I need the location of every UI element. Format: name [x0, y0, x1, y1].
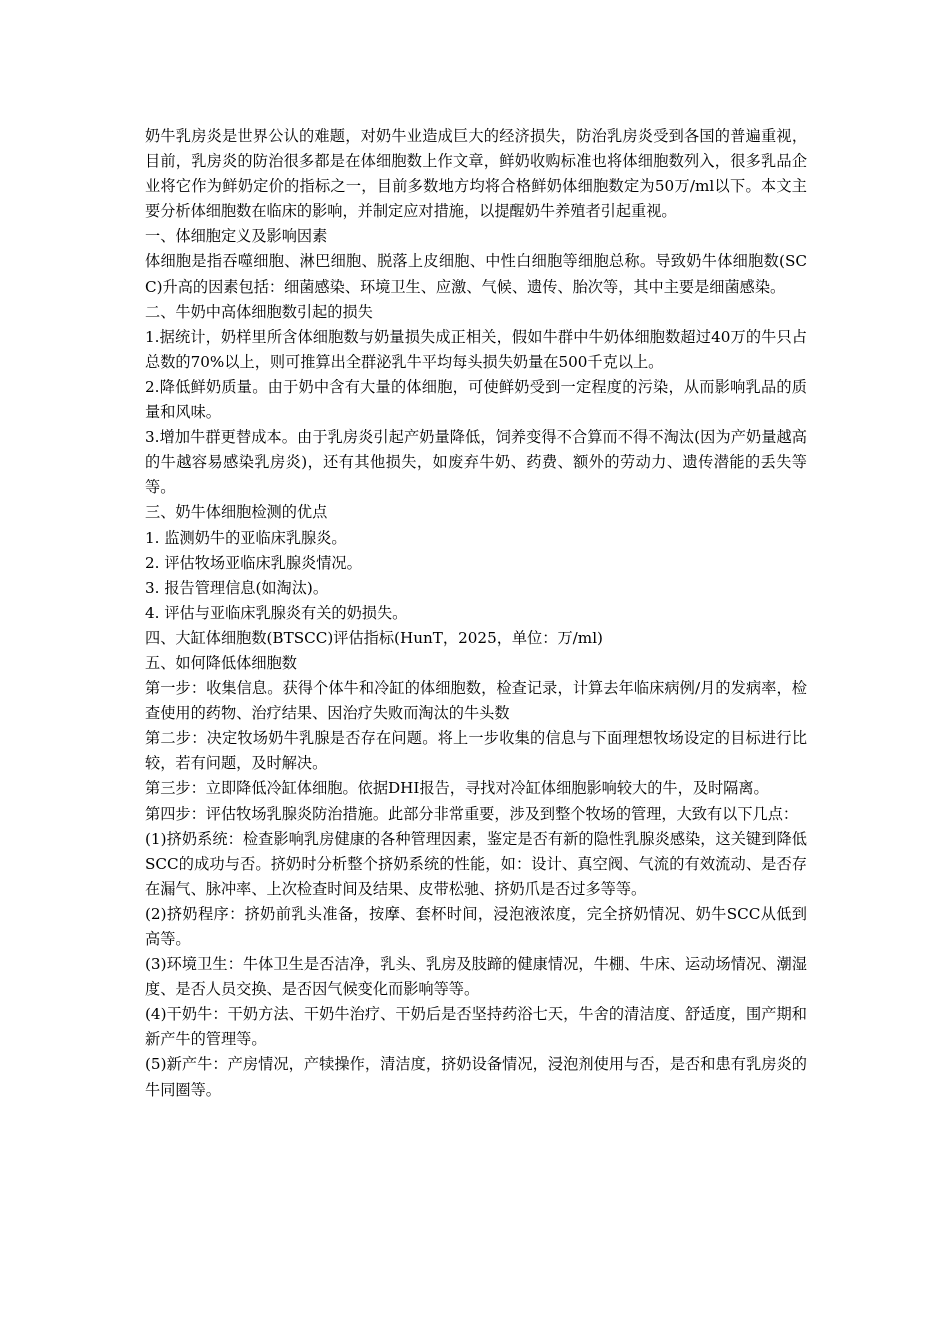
sub-item-paragraph: (1)挤奶系统：检查影响乳房健康的各种管理因素，鉴定是否有新的隐性乳腺炎感染，这关键到降低SCC的成功与否。挤奶时分析整个挤奶系统的性能，如：设计、真空阀、气流的有效流动、是否存在漏气、脉冲率、上次检查时间及结果、皮带松驰、挤奶爪是否过多等等。 — [145, 829, 807, 898]
list-item: 3. 报告管理信息(如淘汰)。 — [145, 578, 329, 597]
sub-item-paragraph: (4)干奶牛：干奶方法、干奶牛治疗、干奶后是否坚持药浴七天，牛舍的清洁度、舒适度，围产期和新产牛的管理等。 — [145, 1005, 807, 1049]
list-item: 1.据统计，奶样里所含体细胞数与奶量损失成正相关，假如牛群中牛奶体细胞数超过40万的牛只占总数的70%以上，则可推算出全群泌乳牛平均每头损失奶量在500千克以上。 — [145, 327, 807, 371]
document-body — [145, 124, 807, 1103]
list-item: 4. 评估与亚临床乳腺炎有关的奶损失。 — [145, 603, 408, 622]
sub-item-paragraph: (3)环境卫生：牛体卫生是否洁净，乳头、乳房及肢蹄的健康情况，牛棚、牛床、运动场情况、潮湿度、是否人员交换、是否因气候变化而影响等等。 — [145, 955, 807, 999]
section-heading-5: 五、如何降低体细胞数 — [145, 653, 297, 672]
list-item: 2. 评估牧场亚临床乳腺炎情况。 — [145, 553, 362, 572]
section-heading-1: 一、体细胞定义及影响因素 — [145, 227, 328, 246]
paragraph: 体细胞是指吞噬细胞、淋巴细胞、脱落上皮细胞、中性白细胞等细胞总称。导致奶牛体细胞数(SCC)升高的因素包括：细菌感染、环境卫生、应激、气候、遗传、胎次等，其中主要是细菌感染。 — [145, 252, 807, 296]
step-paragraph: 第二步：决定牧场奶牛乳腺是否存在问题。将上一步收集的信息与下面理想牧场设定的目标进行比较，若有问题，及时解决。 — [145, 729, 807, 773]
list-item: 3.增加牛群更替成本。由于乳房炎引起产奶量降低，饲养变得不合算而不得不淘汰(因为产奶量越高的牛越容易感染乳房炎)，还有其他损失，如废弃牛奶、药费、额外的劳动力、遗传潜能的丢失等等。 — [145, 428, 807, 497]
step-paragraph: 第一步：收集信息。获得个体牛和冷缸的体细胞数，检查记录，计算去年临床病例/月的发病率，检查使用的药物、治疗结果、因治疗失败而淘汰的牛头数 — [145, 679, 807, 723]
sub-item-paragraph: (2)挤奶程序：挤奶前乳头准备，按摩、套杯时间，浸泡液浓度，完全挤奶情况、奶牛SCC从低到高等。 — [145, 904, 807, 948]
list-item: 2.降低鲜奶质量。由于奶中含有大量的体细胞，可使鲜奶受到一定程度的污染，从而影响乳品的质量和风味。 — [145, 377, 807, 422]
step-paragraph: 第四步：评估牧场乳腺炎防治措施。此部分非常重要，涉及到整个牧场的管理，大致有以下几点： — [145, 804, 799, 823]
section-heading-2: 二、牛奶中高体细胞数引起的损失 — [145, 302, 373, 321]
sub-item-paragraph: (5)新产牛：产房情况，产犊操作，清洁度，挤奶设备情况，浸泡剂使用与否，是否和患有乳房炎的牛同圈等。 — [145, 1055, 807, 1099]
section-heading-4: 四、大缸体细胞数(BTSCC)评估指标(HunT，2025，单位：万/ml) — [145, 628, 603, 647]
intro-paragraph: 奶牛乳房炎是世界公认的难题，对奶牛业造成巨大的经济损失，防治乳房炎受到各国的普遍重视，目前，乳房炎的防治很多都是在体细胞数上作文章，鲜奶收购标准也将体细胞数列入，很多乳品企业将它作为鲜奶定价的指标之一，目前多数地方均将合格鲜奶体细胞数定为50万/ml以下。本文主要分析体细胞数在临床的影响，并制定应对措施，以提醒奶牛养殖者引起重视。 — [145, 127, 807, 221]
list-item: 1. 监测奶牛的亚临床乳腺炎。 — [145, 528, 347, 547]
step-paragraph: 第三步：立即降低冷缸体细胞。依据DHI报告，寻找对冷缸体细胞影响较大的牛，及时隔离。 — [145, 779, 769, 798]
section-heading-3: 三、奶牛体细胞检测的优点 — [145, 503, 328, 522]
